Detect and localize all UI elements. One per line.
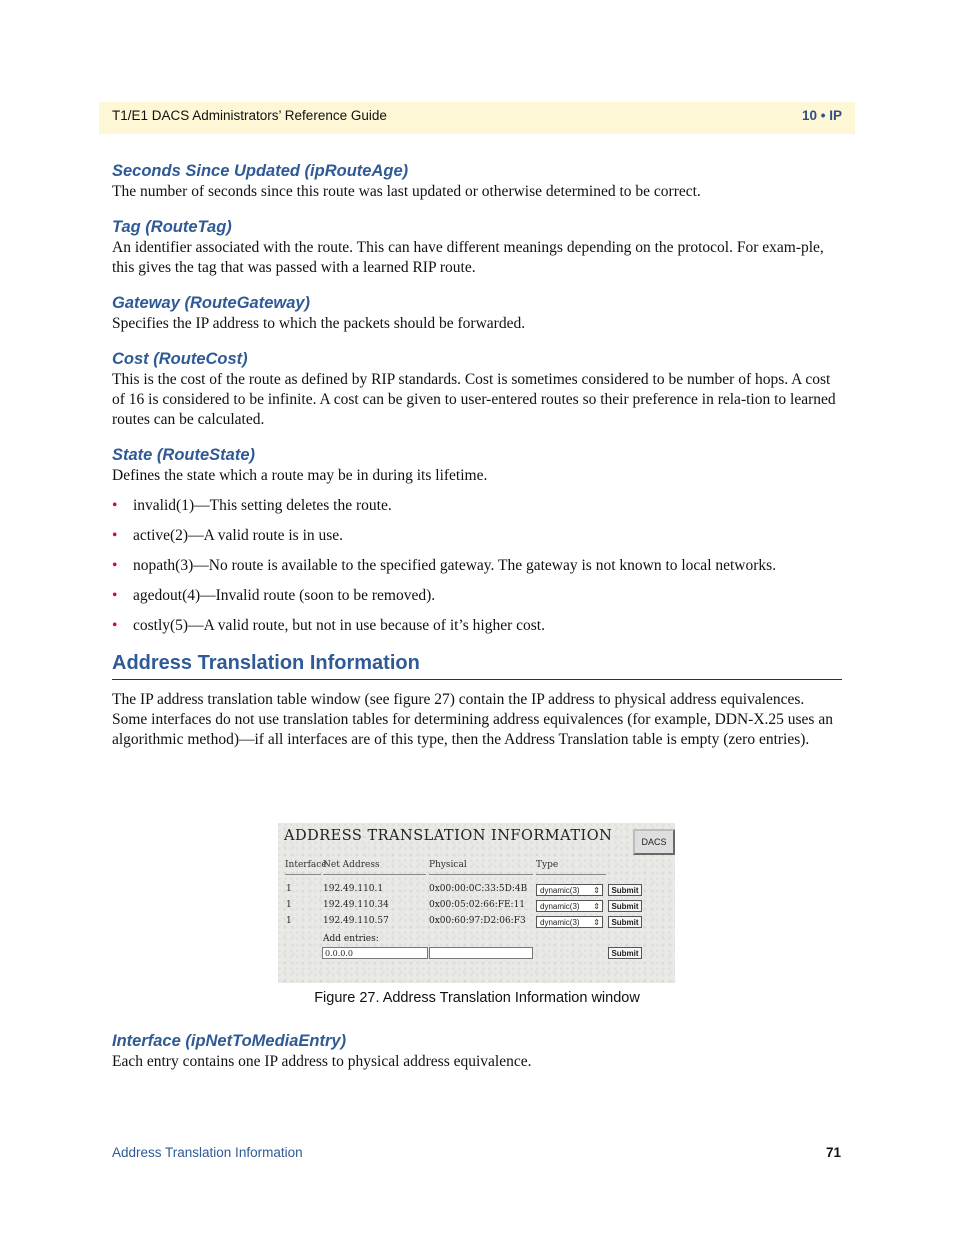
submit-button[interactable]: Submit	[608, 884, 642, 896]
updown-arrow-icon: ⇕	[593, 902, 600, 911]
section-heading-iproute-age: Seconds Since Updated (ipRouteAge)	[112, 162, 409, 180]
dacs-button[interactable]: DACS	[633, 829, 675, 855]
section-body-iproute-age: The number of seconds since this route was last updated or otherwise determined to be correct.	[112, 183, 701, 200]
list-item: • costly(5)—A valid route, but not in use because of it’s higher cost.	[112, 617, 545, 634]
running-header	[99, 102, 855, 134]
section-heading-routetag: Tag (RouteTag)	[112, 218, 232, 236]
route-state-list	[112, 496, 842, 636]
add-submit-button[interactable]: Submit	[608, 947, 642, 959]
type-select[interactable]: dynamic(3) ⇕	[536, 884, 603, 896]
header-chapter: 10 • IP	[802, 108, 842, 123]
updown-arrow-icon: ⇕	[593, 918, 600, 927]
bullet-icon: •	[112, 587, 118, 604]
row-physical: 0x00:00:0C:33:5D:4B	[429, 884, 528, 894]
page-number: 71	[825, 1145, 841, 1160]
figure-window-title: ADDRESS TRANSLATION INFORMATION	[284, 828, 613, 844]
section-body-routegateway: Specifies the IP address to which the packets should be forwarded.	[112, 315, 526, 332]
row-interface: 1	[286, 884, 292, 894]
row-interface: 1	[286, 916, 292, 926]
section-body-routetag: An identifier associated with the route. This can have different meanings depending on the protocol. For exam-ple, this gives the tag that was passed with a learned RIP route.	[112, 239, 824, 276]
section-body-ipnettomediaentry: Each entry contains one IP address to physical address equivalence.	[112, 1053, 532, 1070]
row-net-address: 192.49.110.57	[323, 916, 389, 926]
address-translation-body: The IP address translation table window (see figure 27) contain the IP address to physical address equivalences. Some interfaces do not use translation tables for determining address equivalences (for example, DDN-X.25 uses an algorithmic method)—if all interfaces are of this type, then the Address Translation table is empty (zero entries).	[112, 691, 833, 748]
column-header-interface: Interface	[285, 860, 327, 870]
type-select[interactable]: dynamic(3) ⇕	[536, 900, 603, 912]
section-heading-ipnettomediaentry: Interface (ipNetToMediaEntry)	[112, 1032, 347, 1050]
section-heading-routegateway: Gateway (RouteGateway)	[112, 294, 311, 312]
row-net-address: 192.49.110.1	[323, 884, 384, 894]
address-translation-heading: Address Translation Information	[112, 650, 842, 680]
row-physical: 0x00:60:97:D2:06:F3	[429, 916, 526, 926]
figure-caption: Figure 27. Address Translation Information window	[314, 990, 640, 1006]
add-physical-input[interactable]	[429, 947, 533, 959]
row-interface: 1	[286, 900, 292, 910]
row-net-address: 192.49.110.34	[323, 900, 389, 910]
list-item: • agedout(4)—Invalid route (soon to be removed).	[112, 587, 436, 604]
main-content	[112, 160, 842, 750]
bullet-icon: •	[112, 527, 118, 544]
address-translation-window-figure	[278, 823, 675, 983]
section-body-routestate: Defines the state which a route may be in during its lifetime.	[112, 467, 488, 484]
add-net-address-input[interactable]: 0.0.0.0	[322, 947, 428, 959]
submit-button[interactable]: Submit	[608, 900, 642, 912]
type-select[interactable]: dynamic(3) ⇕	[536, 916, 603, 928]
column-header-net-address: Net Address	[323, 860, 380, 870]
section-heading-routestate: State (RouteState)	[112, 446, 256, 464]
add-entries-label: Add entries:	[323, 934, 379, 944]
footer-section-title: Address Translation Information	[112, 1145, 303, 1160]
column-header-physical: Physical	[429, 860, 467, 870]
list-item: • invalid(1)—This setting deletes the route.	[112, 497, 392, 514]
list-item: • active(2)—A valid route is in use.	[112, 527, 344, 544]
bullet-icon: •	[112, 497, 118, 514]
submit-button[interactable]: Submit	[608, 916, 642, 928]
section-heading-routecost: Cost (RouteCost)	[112, 350, 248, 368]
header-guide-title: T1/E1 DACS Administrators’ Reference Guide	[112, 108, 387, 123]
section-body-routecost: This is the cost of the route as defined by RIP standards. Cost is sometimes considered to be number of hops. A cost of 16 is considered to be infinite. A cost can be given to user-entered routes so their preference in rela-tion to learned routes can be calculated.	[112, 371, 836, 428]
updown-arrow-icon: ⇕	[593, 886, 600, 895]
interface-section	[112, 1030, 842, 1072]
bullet-icon: •	[112, 557, 118, 574]
row-physical: 0x00:05:02:66:FE:11	[429, 900, 526, 910]
bullet-icon: •	[112, 617, 118, 634]
list-item: • nopath(3)—No route is available to the specified gateway. The gateway is not known to local networks.	[112, 557, 777, 574]
column-header-type: Type	[536, 860, 559, 870]
